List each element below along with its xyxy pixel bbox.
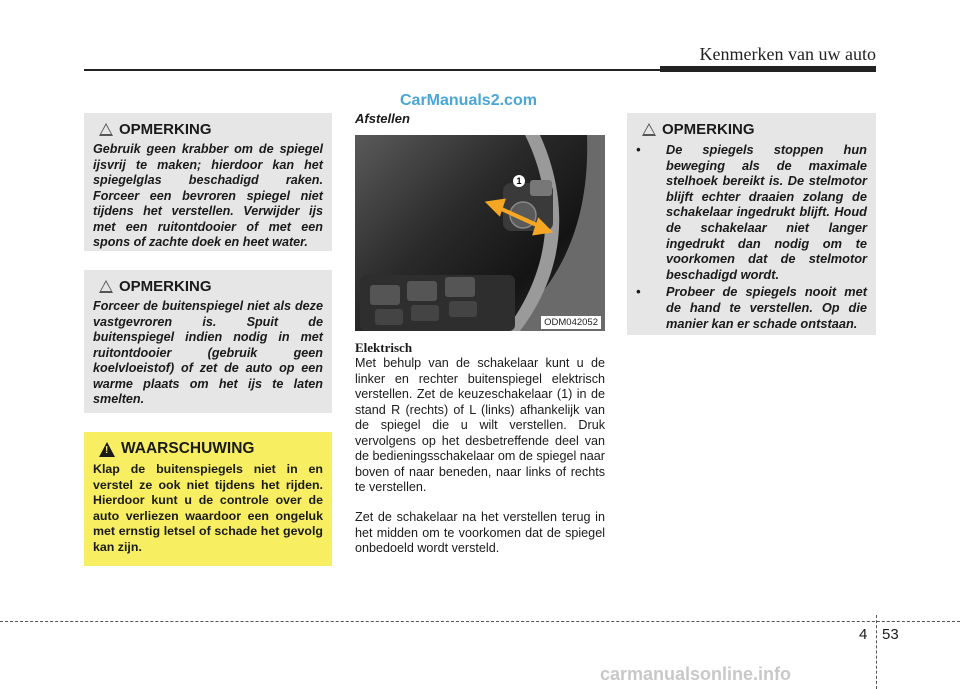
list-item: • Probeer de spiegels nooit met de hand te verstellen. Op die manier kan er schade ontstaan. <box>636 284 867 331</box>
paragraph: Zet de schakelaar na het verstellen terug in het midden om te voorkomen dat de spiegel onbedoeld wordt versteld. <box>355 510 605 555</box>
note-box-mirror-stop <box>627 113 876 335</box>
sub-heading: Elektrisch <box>355 340 413 355</box>
body-text-2 <box>355 510 605 557</box>
page-number: 53 <box>882 626 899 643</box>
caution-icon: ! <box>99 123 113 136</box>
warning-box <box>84 432 332 566</box>
note-text: Gebruik geen krabber om de spiegel ijsvrij te maken; hierdoor kan het spiegelglas beschadigd raken. Forceer een bevroren spiegel niet tijdens het verstellen. Verwijder ijs met een ruitontdooier of met een spons of zachte doek en heet water. <box>93 142 323 249</box>
photo-caption: ODM042052 <box>541 316 601 329</box>
warning-title <box>99 440 323 458</box>
footer-rule <box>0 621 960 622</box>
bullet-icon: • <box>636 142 641 157</box>
note-title <box>642 121 867 138</box>
section-heading: Afstellen <box>355 111 410 126</box>
caution-icon: ! <box>642 123 656 136</box>
footer-divider <box>876 615 877 689</box>
note-title-text: OPMERKING <box>119 278 212 295</box>
caution-icon: ! <box>99 280 113 293</box>
body-text <box>355 356 605 496</box>
note-box-ice-scraper <box>84 113 332 251</box>
watermark-top: CarManuals2.com <box>400 92 537 109</box>
warning-icon: ! <box>99 442 115 457</box>
door-panel-illustration <box>355 135 605 331</box>
note-bullets <box>636 142 867 331</box>
watermark-bottom: carmanualsonline.info <box>600 664 792 684</box>
warning-title-text: WAARSCHUWING <box>121 440 255 457</box>
header-rule-thick <box>660 66 876 72</box>
note-title-text: OPMERKING <box>119 121 212 138</box>
warning-text: Klap de buitenspiegels niet in en verstel ze ook niet tijdens het rijden. Hierdoor kunt u de controle over de auto verliezen waardoor een ongeluk met ernstig letsel of schade het gevolg kan zijn. <box>93 462 323 554</box>
mirror-switch-photo <box>355 135 605 331</box>
note-title-text: OPMERKING <box>662 121 755 138</box>
chapter-number: 4 <box>859 626 868 643</box>
note-box-frozen-mirror <box>84 270 332 413</box>
note-text: Forceer de buitenspiegel niet als deze vastgevroren is. Spuit de buitenspiegel indien nodig in met ruitontdooier (gebruik geen koelvloeistof) of zet de auto op een warme plaats om het ijs te laten smelten. <box>93 299 323 406</box>
page-header-title: Kenmerken van uw auto <box>699 44 876 64</box>
list-item: • De spiegels stoppen hun beweging als de maximale stelhoek bereikt is. De stelmotor blijft echter draaien zolang de schakelaar ingedrukt blijft. Houd de schakelaar niet langer ingedrukt dan nodig om te voorkomen dat de stelmotor beschadigd wordt. <box>636 142 867 282</box>
note-title <box>99 121 323 138</box>
header-rule <box>84 69 660 71</box>
photo-callout-1: 1 <box>513 175 525 187</box>
paragraph: Met behulp van de schakelaar kunt u de linker en rechter buitenspiegel elektrisch verstellen. Zet de keuzeschakelaar (1) in de stand R (rechts) of L (links) afhankelijk van de spiegel die u wilt verstellen. Druk vervolgens op het desbetreffende deel van de bedieningsschakelaar om de spiegel naar boven of naar beneden, naar links of rechts te verstellen. <box>355 356 605 494</box>
bullet-icon: • <box>636 284 641 300</box>
note-title <box>99 278 323 295</box>
